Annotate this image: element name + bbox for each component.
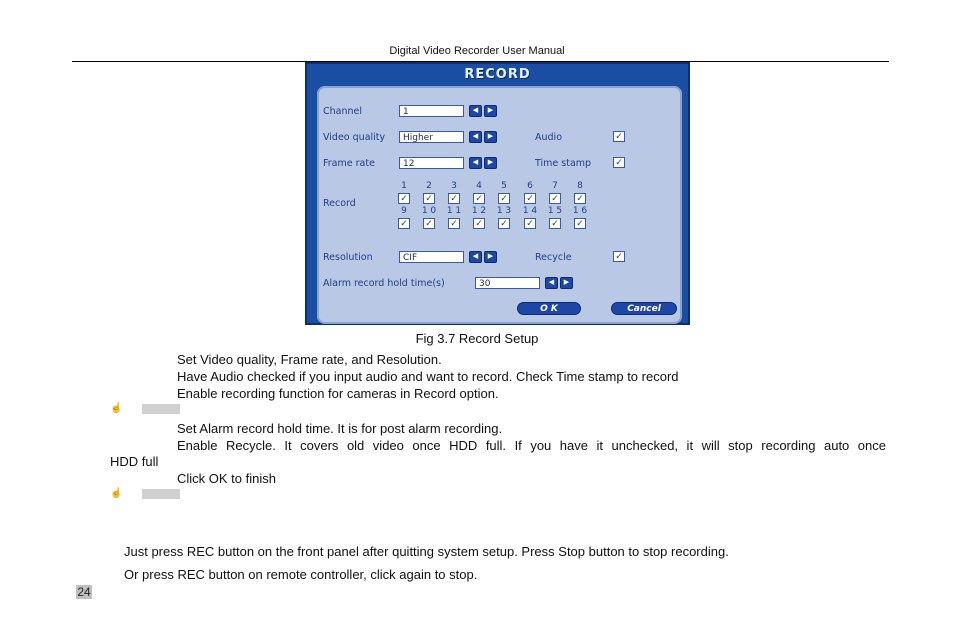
time-stamp-label: Time stamp	[535, 158, 592, 169]
video-quality-next-icon[interactable]: ▶	[484, 131, 497, 143]
resolution-field[interactable]: CIF	[399, 251, 464, 263]
instruction-line: HDD full	[110, 454, 159, 469]
time-stamp-checkbox[interactable]: ✓	[613, 157, 625, 168]
video-quality-prev-icon[interactable]: ◀	[469, 131, 482, 143]
record-setup-screenshot	[305, 62, 690, 325]
settings-panel	[317, 86, 682, 324]
record-ch7-checkbox[interactable]: ✓	[549, 193, 561, 204]
instruction-line: Enable recording function for cameras in Record option.	[177, 386, 499, 401]
audio-label: Audio	[535, 132, 563, 143]
frame-rate-next-icon[interactable]: ▶	[484, 157, 497, 169]
record-ch12-checkbox[interactable]: ✓	[473, 218, 485, 229]
page-number: 24	[77, 585, 91, 599]
instruction-line: Enable Recycle. It covers old video once HDD full. If you have it unchecked, it will stop recording auto once	[177, 438, 886, 453]
record-ch16-checkbox[interactable]: ✓	[574, 218, 586, 229]
record-ch8-checkbox[interactable]: ✓	[574, 193, 586, 204]
alarm-hold-next-icon[interactable]: ▶	[560, 277, 573, 289]
record-channel-number: 8	[577, 181, 583, 191]
record-ch1-checkbox[interactable]: ✓	[398, 193, 410, 204]
channel-field[interactable]: 1	[399, 105, 464, 117]
pointing-hand-icon: ☝	[110, 403, 123, 414]
record-ch4-checkbox[interactable]: ✓	[473, 193, 485, 204]
resolution-next-icon[interactable]: ▶	[484, 251, 497, 263]
resolution-label: Resolution	[323, 252, 373, 263]
record-ch15-checkbox[interactable]: ✓	[549, 218, 561, 229]
record-channel-number: 6	[527, 181, 533, 191]
instruction-line: Set Video quality, Frame rate, and Resolution.	[177, 352, 442, 367]
video-quality-field[interactable]: Higher	[399, 131, 464, 143]
channel-label: Channel	[323, 106, 363, 117]
instruction-line: Have Audio checked if you input audio and want to record. Check Time stamp to record	[177, 369, 679, 384]
record-channel-number: 9	[401, 206, 407, 216]
record-channel-number: 3	[451, 181, 457, 191]
record-ch13-checkbox[interactable]: ✓	[498, 218, 510, 229]
record-label: Record	[323, 198, 356, 209]
note-marker	[142, 404, 180, 414]
record-channel-number: 7	[552, 181, 558, 191]
record-channel-number: 4	[476, 181, 482, 191]
record-channel-number: 1 0	[421, 206, 437, 216]
body-paragraph: Just press REC button on the front panel after quitting system setup. Press Stop button to stop recording.	[124, 544, 729, 559]
video-quality-label: Video quality	[323, 132, 386, 143]
recycle-label: Recycle	[535, 252, 572, 263]
record-channel-number: 1 3	[496, 206, 512, 216]
audio-checkbox[interactable]: ✓	[613, 131, 625, 142]
channel-next-icon[interactable]: ▶	[484, 105, 497, 117]
record-channel-number: 1 6	[572, 206, 588, 216]
record-ch10-checkbox[interactable]: ✓	[423, 218, 435, 229]
instruction-line: Set Alarm record hold time. It is for post alarm recording.	[177, 421, 503, 436]
frame-rate-field[interactable]: 12	[399, 157, 464, 169]
alarm-hold-label: Alarm record hold time(s)	[323, 278, 445, 289]
cancel-button[interactable]: Cancel	[611, 302, 677, 315]
record-ch3-checkbox[interactable]: ✓	[448, 193, 460, 204]
figure-caption: Fig 3.7 Record Setup	[415, 331, 539, 346]
record-ch2-checkbox[interactable]: ✓	[423, 193, 435, 204]
record-channel-number: 1 2	[471, 206, 487, 216]
running-header: Digital Video Recorder User Manual	[389, 45, 565, 57]
screen-title: RECORD	[464, 67, 531, 82]
record-channel-number: 1 4	[522, 206, 538, 216]
resolution-prev-icon[interactable]: ◀	[469, 251, 482, 263]
record-channel-number: 2	[426, 181, 432, 191]
alarm-hold-prev-icon[interactable]: ◀	[545, 277, 558, 289]
record-channel-number: 1	[401, 181, 407, 191]
frame-rate-prev-icon[interactable]: ◀	[469, 157, 482, 169]
note-marker	[142, 489, 180, 499]
channel-prev-icon[interactable]: ◀	[469, 105, 482, 117]
record-channel-number: 1 5	[547, 206, 563, 216]
ok-button[interactable]: O K	[517, 302, 581, 315]
record-channel-number: 5	[501, 181, 507, 191]
alarm-hold-field[interactable]: 30	[475, 277, 540, 289]
frame-rate-label: Frame rate	[323, 158, 375, 169]
record-ch11-checkbox[interactable]: ✓	[448, 218, 460, 229]
record-ch6-checkbox[interactable]: ✓	[524, 193, 536, 204]
record-ch9-checkbox[interactable]: ✓	[398, 218, 410, 229]
recycle-checkbox[interactable]: ✓	[613, 251, 625, 262]
body-paragraph: Or press REC button on remote controller, click again to stop.	[124, 567, 478, 582]
record-ch5-checkbox[interactable]: ✓	[498, 193, 510, 204]
record-channel-number: 1 1	[446, 206, 462, 216]
instruction-line: Click OK to finish	[177, 471, 276, 486]
pointing-hand-icon: ☝	[110, 488, 123, 499]
record-ch14-checkbox[interactable]: ✓	[524, 218, 536, 229]
